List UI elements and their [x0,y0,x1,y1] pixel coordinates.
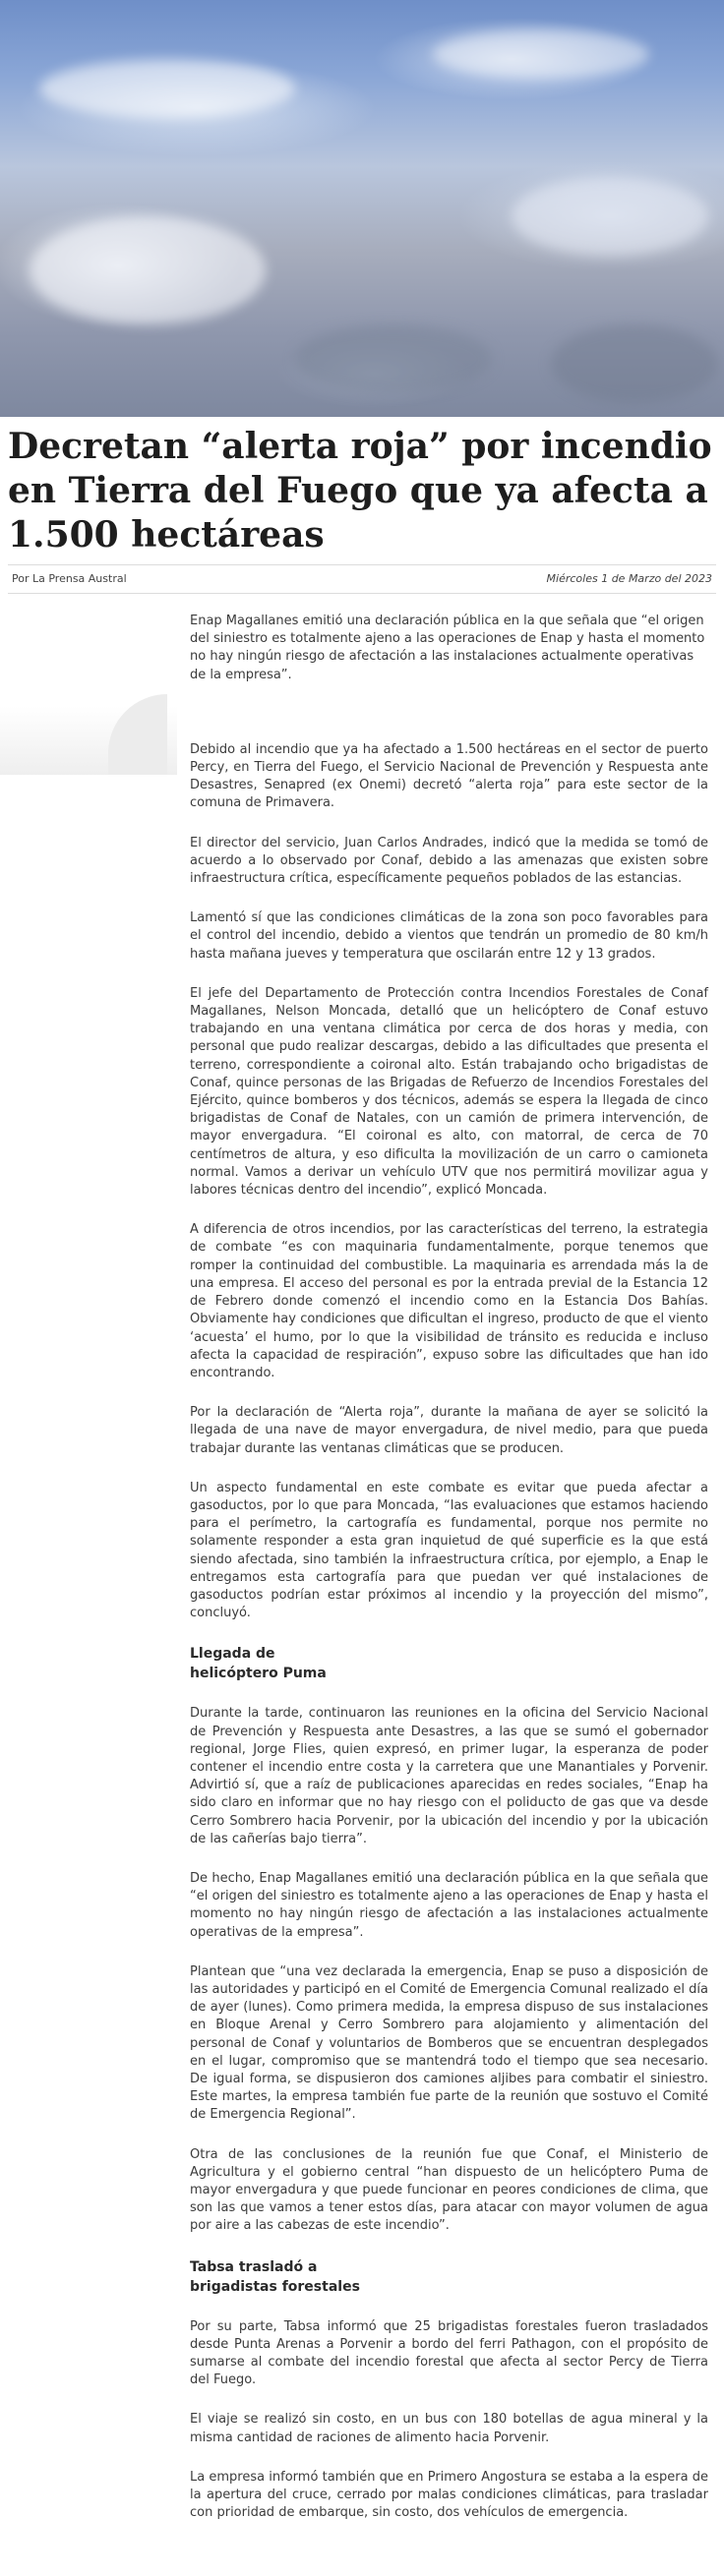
byline-bar [8,564,716,594]
decorative-quote-shape [0,706,177,775]
paragraph: Otra de las conclusiones de la reunión fue que Conaf, el Ministerio de Agricultura y el gobierno central “han dispuesto de un helicóptero Puma de mayor envergadura y que puede funcionar en peores condiciones de clima, que son las que vamos a tener estos días, para atacar con mayor volumen de agua por aire a las cabezas de este incendio”. [190,2146,708,2234]
paragraph: Lamentó sí que las condiciones climáticas de la zona son poco favorables para el control del incendio, debido a vientos que tendrán un promedio de 80 km/h hasta mañana jueves y temperatura que oscilarán entre 12 y 13 grados. [190,910,708,962]
article-body [190,613,708,2544]
paragraph: El director del servicio, Juan Carlos Andrades, indicó que la medida se tomó de acuerdo a lo observado por Conaf, debido a las amenazas que existen sobre infraestructura crítica, específicamente pequeños poblados de las estancias. [190,835,708,887]
article-date: Miércoles 1 de Marzo del 2023 [546,572,712,585]
article-lead: Enap Magallanes emitió una declaración pública en la que señala que “el origen del siniestro es totalmente ajeno a las operaciones de Enap y hasta el momento no hay ningún riesgo de afectación a las instalaciones actualmente operativas de la empresa”. [190,614,705,682]
article-title: Decretan “alerta roja” por incendio en Tierra del Fuego que ya afecta a 1.500 hectáreas [8,426,712,556]
article-author: Por La Prensa Austral [12,572,127,585]
paragraph: Durante la tarde, continuaron las reuniones en la oficina del Servicio Nacional de Prevención y Respuesta ante Desastres, a las que se sumó el gobernador regional, Jorge Flies, quien expresó, en primer lugar, la esperanza de poder contener el incendio entre costa y la carretera que une Manantiales y Porvenir. Advirtió sí, que a raíz de publicaciones aparecidas en redes sociales, “Enap ha sido claro en informar que no hay riesgo con el poliducto de gas que va desde Cerro Sombrero hacia Porvenir, por la ubicación del incendio y por la ubicación de las cañerías bajo tierra”. [190,1706,708,1846]
paragraph: El viaje se realizó sin costo, en un bus con 180 botellas de agua mineral y la misma cantidad de raciones de alimento hacia Porvenir. [190,2412,708,2445]
paragraph: La empresa informó también que en Primero Angostura se estaba a la espera de la apertura del cruce, cerrado por malas condiciones climáticas, para trasladar con prioridad de embarque, sin costo, dos vehículos de emergencia. [190,2469,708,2521]
paragraph: El jefe del Departamento de Protección contra Incendios Forestales de Conaf Magallanes, Nelson Moncada, detalló que un helicóptero de Conaf estuvo trabajando en una ventana climática por cerca de dos horas y media, con personal que pudo realizar descargas, debido a las dificultades que presenta el terreno, correspondiente a coironal alto. Están trabajando ocho brigadistas de Conaf, quince personas de las Brigadas de Refuerzo de Incendios Forestales del Ejército, quince bomberos y dos técnicos, además se espera la llegada de cinco brigadistas de Conaf de Natales, con un camión de primera intervención, de mayor envergadura. “El coironal es alto, con matorral, de cerca de 70 centímetros de altura, y eso dificulta la movilización de un carro o camioneta normal. Vamos a derivar un vehículo UTV que nos permitirá movilizar agua y labores técnicas dentro del incendio”, explicó Moncada. [190,985,708,1199]
paragraph: De hecho, Enap Magallanes emitió una declaración pública en la que señala que “el origen del siniestro es totalmente ajeno a las operaciones de Enap y hasta el momento no hay ningún riesgo de afectación a las instalaciones actualmente operativas de la empresa”. [190,1870,708,1940]
section-heading-tabsa: Tabsa trasladó a brigadistas forestales [190,2258,360,2295]
paragraph: Debido al incendio que ya ha afectado a 1.500 hectáreas en el sector de puerto Percy, en Tierra del Fuego, el Servicio Nacional de Prevención y Respuesta ante Desastres, Senapred (ex Onemi) decretó “alerta roja” para este sector de la comuna de Primavera. [190,741,708,811]
hero-aerial-photo [0,0,724,417]
paragraph: A diferencia de otros incendios, por las características del terreno, la estrategia de combate “es con maquinaria fundamentalmente, porque tenemos que romper la continuidad del combustible. La maquinaria es arrendada más la de una empresa. El acceso del personal es por la entrada previal de la Estancia 12 de Febrero donde comenzó el incendio como en la Estancia Dos Bahías. Obviamente hay condiciones que dificultan el ingreso, producto de que el viento ‘acuesta’ el humo, por lo que la visibilidad de tránsito es reducida e incluso afecta la capacidad de respiración”, expuso sobre las dificultades que han ido encontrando. [190,1222,708,1380]
section-heading-puma: Llegada de helicóptero Puma [190,1646,327,1682]
paragraph: Un aspecto fundamental en este combate es evitar que pueda afectar a gasoductos, por lo que para Moncada, “las evaluaciones que estamos haciendo para el perímetro, la cartografía es fundamental, porque nos permite no solamente responder a esta gran inquietud de qué superficie es la que está siendo afectada, sino también la infraestructura crítica, por ejemplo, a Enap le entregamos esta cartografía para que puedan ver qué instalaciones de gasoductos podrían estar próximos al incendio y la proyección del mismo”, concluyó. [190,1480,708,1621]
paragraph: Por la declaración de “Alerta roja”, durante la mañana de ayer se solicitó la llegada de una nave de mayor envergadura, de nivel medio, para que pueda trabajar durante las ventanas climáticas que se producen. [190,1405,708,1456]
paragraph: Por su parte, Tabsa informó que 25 brigadistas forestales fueron trasladados desde Punta Arenas a Porvenir a bordo del ferri Pathagon, con el propósito de sumarse al combate del incendio forestal que afecta al sector Percy de Tierra del Fuego. [190,2318,708,2388]
paragraph: Plantean que “una vez declarada la emergencia, Enap se puso a disposición de las autoridades y participó en el Comité de Emergencia Comunal realizado el día de ayer (lunes). Como primera medida, la empresa dispuso de sus instalaciones en Bloque Arenal y Cerro Sombrero para alojamiento y alimentación del personal de Conaf y voluntarios de Bomberos que se encuentran desplegados en el lugar, compromiso que se mantendrá todo el tiempo que sea necesario. De igual forma, se dispusieron dos camiones aljibes para combatir el siniestro. Este martes, la empresa también fue parte de la reunión que sostuvo el Comité de Emergencia Regional”. [190,1963,708,2123]
